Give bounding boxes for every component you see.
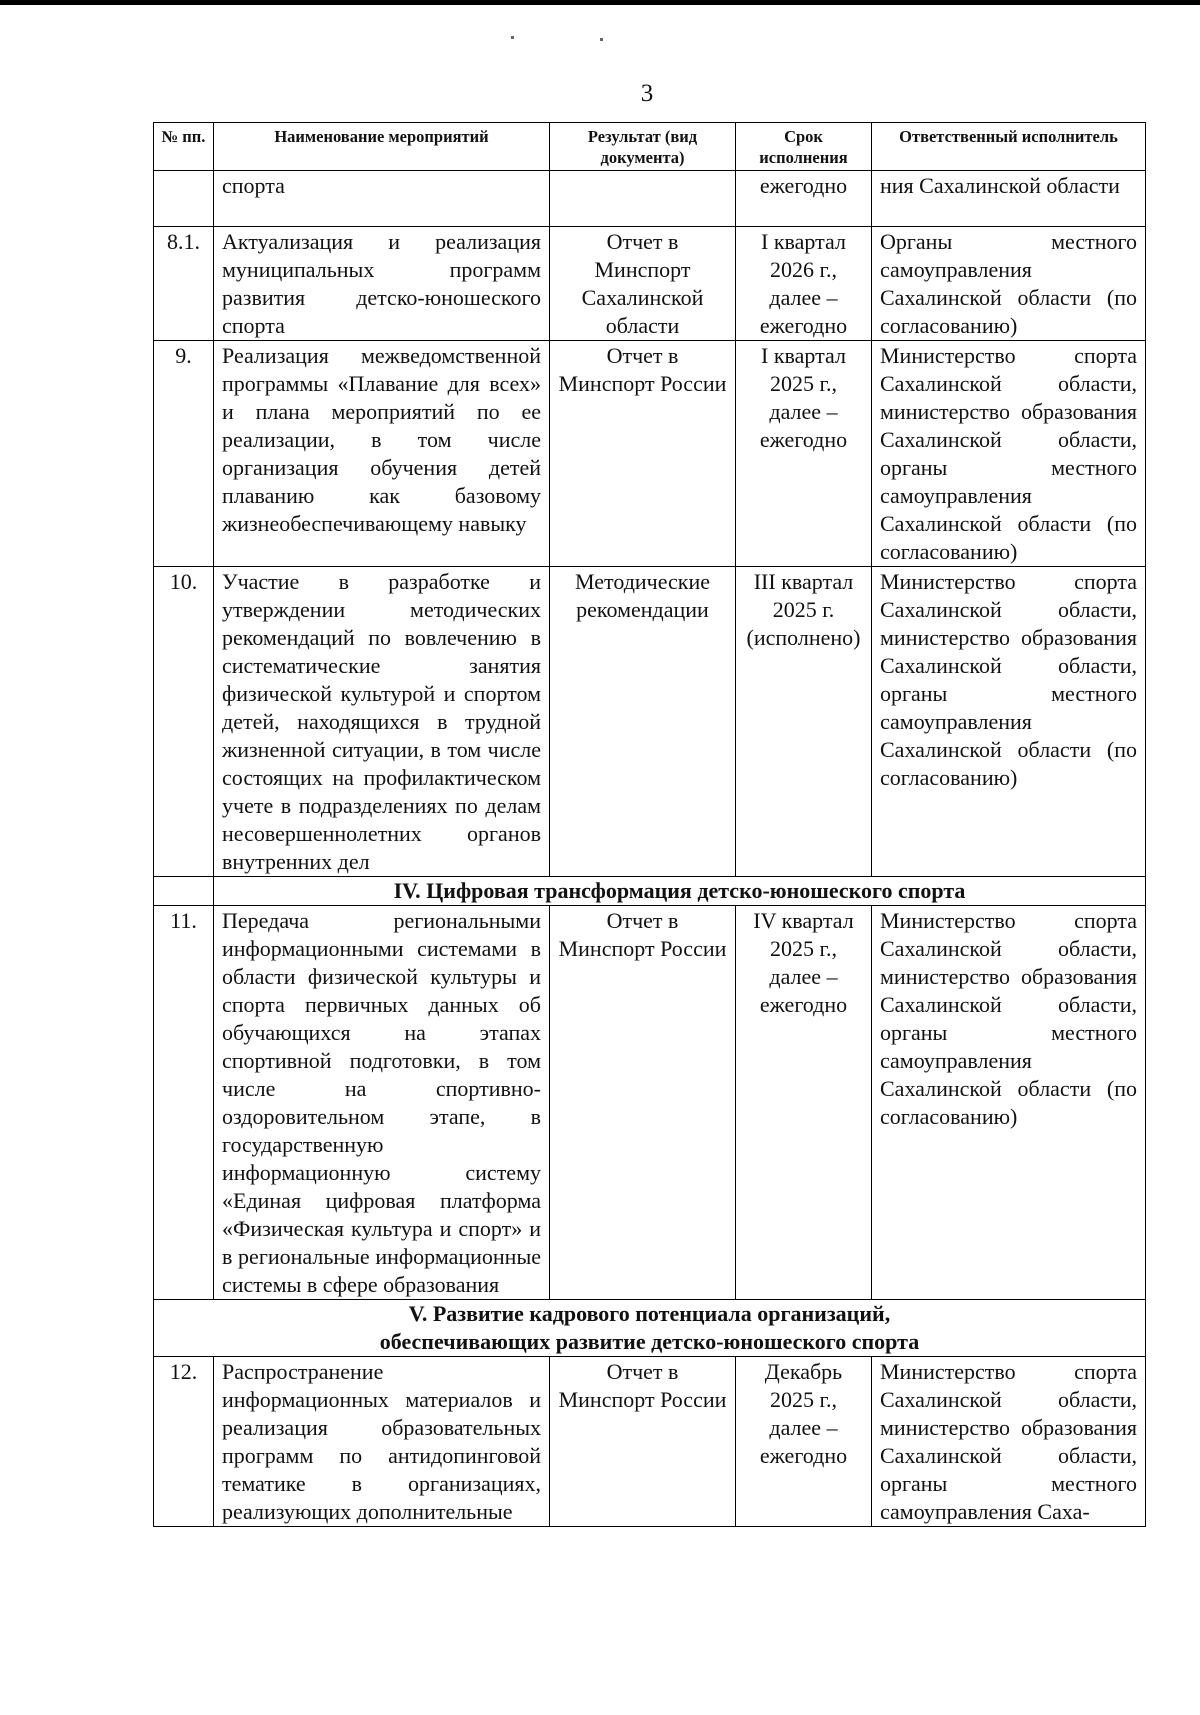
section-heading: IV. Цифровая трансформация детско-юношеского спорта	[214, 877, 1146, 906]
cell-responsible: Министерство спорта Сахалинской области, министерство образования Сахалинской области, органы местного самоуправления Саха-	[872, 1357, 1146, 1527]
table-row	[154, 227, 1146, 341]
cell-responsible: Министерство спорта Сахалинской области, министерство образования Сахалинской области, органы местного самоуправления Сахалинской области (по согласованию)	[872, 906, 1146, 1300]
cell-term: III квартал 2025 г. (исполнено)	[736, 567, 872, 877]
cell-num: 10.	[154, 567, 214, 877]
cell-responsible: Министерство спорта Сахалинской области, министерство образования Сахалинской области, органы местного самоуправления Сахалинской области (по согласованию)	[872, 341, 1146, 567]
scan-speck	[511, 36, 514, 39]
header-num: № пп.	[154, 123, 214, 171]
cell-result: Отчет в Минспорт России	[550, 341, 736, 567]
header-term: Срок исполнения	[736, 123, 872, 171]
section-heading-row	[154, 1300, 1146, 1357]
header-responsible: Ответственный исполнитель	[872, 123, 1146, 171]
cell-num	[154, 171, 214, 227]
table-row	[154, 1357, 1146, 1527]
table-row	[154, 341, 1146, 567]
table-row	[154, 906, 1146, 1300]
cell-result	[550, 171, 736, 227]
cell-term: Декабрь 2025 г., далее – ежегодно	[736, 1357, 872, 1527]
header-name: Наименование мероприятий	[214, 123, 550, 171]
cell-num: 12.	[154, 1357, 214, 1527]
cell-name: Реализация межведомственной программы «Плавание для всех» и плана мероприятий по ее реализации, в том числе организация обучения детей плаванию как базовому жизнеобеспечивающему навыку	[214, 341, 550, 567]
cell-num: 11.	[154, 906, 214, 1300]
cell-result: Отчет в Минспорт России	[550, 906, 736, 1300]
table-row	[154, 567, 1146, 877]
cell-term: ежегодно	[736, 171, 872, 227]
header-result: Результат (вид документа)	[550, 123, 736, 171]
table-header-row	[154, 123, 1146, 171]
scan-top-edge	[0, 0, 1200, 5]
cell-responsible: Министерство спорта Сахалинской области, министерство образования Сахалинской области, органы местного самоуправления Сахалинской области (по согласованию)	[872, 567, 1146, 877]
cell-result: Отчет в Минспорт России	[550, 1357, 736, 1527]
section-heading-line: V. Развитие кадрового потенциала организаций,	[408, 1301, 891, 1326]
action-plan-table	[153, 122, 1146, 1527]
cell-result: Методические рекомендации	[550, 567, 736, 877]
cell-num	[154, 877, 214, 906]
section-heading	[154, 1300, 1146, 1357]
cell-responsible: ния Сахалинской области	[872, 171, 1146, 227]
cell-result: Отчет в Минспорт Сахалинской области	[550, 227, 736, 341]
cell-name: Передача региональными информационными системами в области физической культуры и спорта первичных данных об обучающихся на этапах спортивной подготовки, в том числе на спортивно-оздоровительном этапе, в государственную информационную систему «Единая цифровая платформа «Физическая культура и спорт» и в региональные информационные системы в сфере образования	[214, 906, 550, 1300]
cell-term: I квартал 2025 г., далее – ежегодно	[736, 341, 872, 567]
cell-term: I квартал 2026 г., далее – ежегодно	[736, 227, 872, 341]
cell-name: Актуализация и реализация муниципальных программ развития детско-юношеского спорта	[214, 227, 550, 341]
cell-name: Распространение информационных материалов и реализация образовательных программ по антидопинговой тематике в организациях, реализующих дополнительные	[214, 1357, 550, 1527]
cell-num: 8.1.	[154, 227, 214, 341]
section-heading-row	[154, 877, 1146, 906]
cell-name: Участие в разработке и утверждении методических рекомендаций по вовлечению в систематические занятия физической культурой и спортом детей, находящихся в трудной жизненной ситуации, в том числе состоящих на профилактическом учете в подразделениях по делам несовершеннолетних органов внутренних дел	[214, 567, 550, 877]
cell-responsible: Органы местного самоуправления Сахалинской области (по согласованию)	[872, 227, 1146, 341]
scan-speck	[600, 38, 603, 41]
cell-num: 9.	[154, 341, 214, 567]
section-heading-line: обеспечивающих развитие детско-юношеского спорта	[379, 1329, 920, 1354]
cell-name: спорта	[214, 171, 550, 227]
cell-term: IV квартал 2025 г., далее – ежегодно	[736, 906, 872, 1300]
page-number: 3	[640, 80, 654, 107]
table-row-continuation	[154, 171, 1146, 227]
